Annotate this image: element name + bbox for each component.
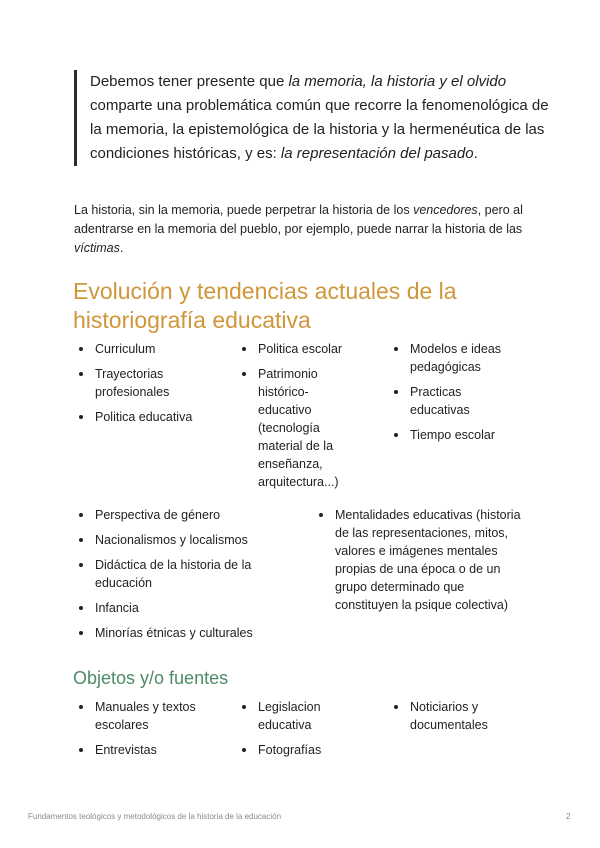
- paragraph-text-3: .: [119, 241, 124, 255]
- section-heading-historiografia: Evolución y tendencias actuales de la historiografía educativa: [73, 278, 457, 333]
- blockquote: [74, 70, 550, 166]
- page-number: 2: [566, 812, 571, 821]
- quote-text-3: .: [473, 145, 478, 162]
- quote-text: [90, 70, 550, 166]
- topic-list-group1-col1: [79, 340, 229, 433]
- list-item: Curriculum: [79, 340, 229, 358]
- list-item: Politica educativa: [79, 408, 229, 426]
- sources-list-col1: [79, 698, 229, 766]
- sources-list-col3: [394, 698, 524, 741]
- list-item: Perspectiva de género: [79, 506, 269, 524]
- list-item: Fotografías: [242, 741, 362, 759]
- list-item: Trayectorias profesionales: [79, 365, 229, 401]
- paragraph-italic-2: víctimas: [74, 241, 120, 255]
- sources-list-col2: [242, 698, 362, 766]
- topic-list-group1-col2: [242, 340, 348, 498]
- list-item: Nacionalismos y localismos: [79, 531, 269, 549]
- list-item: Noticiarios y documentales: [394, 698, 524, 734]
- list-item: Patrimonio histórico-educativo (tecnología material de la enseñanza, arquitectura...): [242, 365, 348, 491]
- list-item: Minorías étnicas y culturales: [79, 624, 269, 642]
- list-item: Didáctica de la historia de la educación: [79, 556, 269, 592]
- list-item: Entrevistas: [79, 741, 229, 759]
- quote-text-1: Debemos tener presente que: [90, 73, 289, 90]
- footer-title: Fundamentos teológicos y metodológicos de la historia de la educación: [28, 812, 282, 821]
- paragraph-text-2: , pero al adentrarse en la memoria del pueblo, por ejemplo, puede narrar la historia de las: [74, 203, 523, 236]
- section-heading-fuentes: Objetos y/o fuentes: [73, 668, 229, 688]
- topic-list-group2-col2: [319, 506, 529, 621]
- quote-text-2: comparte una problemática común que recorre la fenomenológica de la memoria, la epistemológica de la historia y la hermenéutica de las condiciones históricas, y es:: [90, 97, 549, 162]
- list-item: Tiempo escolar: [394, 426, 524, 444]
- list-item: Politica escolar: [242, 340, 348, 358]
- list-item: Infancia: [79, 599, 269, 617]
- quote-italic-1: la memoria, la historia y el olvido: [288, 73, 507, 90]
- topic-list-group1-col3: [394, 340, 524, 451]
- quote-italic-2: la representación del pasado: [280, 145, 474, 162]
- list-item: Modelos e ideas pedagógicas: [394, 340, 524, 376]
- topic-list-group2-col1: [79, 506, 269, 649]
- paragraph-text-1: La historia, sin la memoria, puede perpetrar la historia de los: [74, 203, 414, 217]
- list-item: Legislacion educativa: [242, 698, 362, 734]
- body-paragraph: [74, 201, 534, 258]
- list-item: Practicas educativas: [394, 383, 524, 419]
- list-item: Mentalidades educativas (historia de las representaciones, mitos, valores e imágenes mentales propias de una época o de un grupo determinado que constituyen la psique colectiva): [319, 506, 529, 614]
- list-item: Manuales y textos escolares: [79, 698, 229, 734]
- paragraph-italic-1: vencedores: [413, 203, 478, 217]
